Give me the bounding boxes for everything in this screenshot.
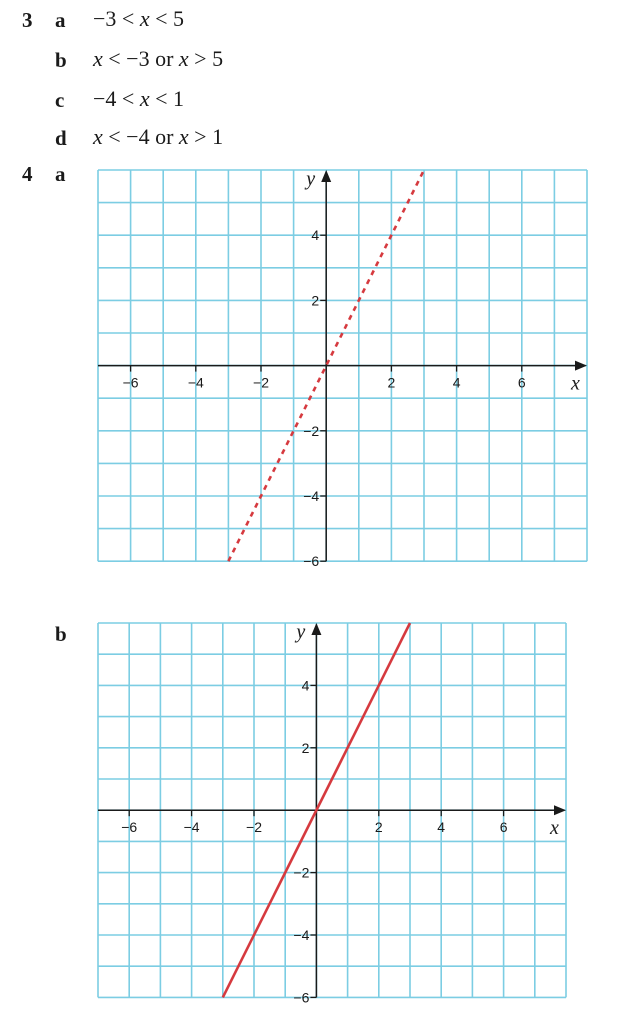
question-3-number: 3 [22, 8, 33, 32]
x-tick-label: −2 [246, 819, 262, 836]
q3-part-c-answer: −4 < x < 1 [93, 86, 185, 111]
y-axis-label: y [296, 621, 306, 643]
y-tick-label: 4 [311, 227, 320, 244]
y-tick-label: −2 [293, 864, 310, 881]
q3-part-c-label: c [55, 88, 65, 112]
q3-part-b-label: b [55, 48, 67, 72]
q3-part-b-answer: x < −3 or x > 5 [93, 46, 224, 71]
q4-part-a-label: a [55, 162, 66, 186]
x-tick-label: 4 [437, 819, 446, 836]
y-axis-label: y [306, 168, 316, 190]
x-axis-label: x [550, 817, 559, 840]
y-tick-label: −4 [303, 488, 320, 504]
q3-part-a-answer: −3 < x < 5 [93, 6, 185, 31]
y-tick-label: 2 [311, 292, 320, 309]
x-tick-label: −4 [187, 374, 204, 391]
x-tick-label: −6 [121, 819, 138, 836]
question-4-number: 4 [22, 162, 33, 186]
q3-part-a-label: a [55, 8, 66, 32]
y-tick-label: −4 [293, 927, 310, 943]
x-axis-arrow-icon [554, 805, 566, 815]
x-axis-label: x [571, 372, 580, 395]
x-tick-label: −4 [183, 819, 200, 836]
x-tick-label: 6 [517, 374, 526, 391]
y-axis-arrow-icon [311, 623, 321, 635]
y-tick-label: 2 [301, 739, 310, 756]
x-tick-label: 6 [499, 819, 508, 836]
q3-part-d-answer: x < −4 or x > 1 [93, 124, 224, 149]
y-tick-label: −6 [303, 553, 320, 570]
y-tick-label: −6 [293, 989, 310, 1006]
y-tick-label: 4 [301, 677, 310, 694]
x-tick-label: 2 [387, 374, 396, 391]
y-tick-label: −2 [303, 422, 320, 439]
x-tick-label: 2 [374, 819, 383, 836]
q3-part-d-label: d [55, 126, 67, 150]
x-tick-label: −2 [253, 374, 269, 391]
x-tick-label: 4 [452, 374, 461, 391]
x-tick-label: −6 [122, 374, 139, 391]
q4-part-b-label: b [55, 622, 67, 646]
